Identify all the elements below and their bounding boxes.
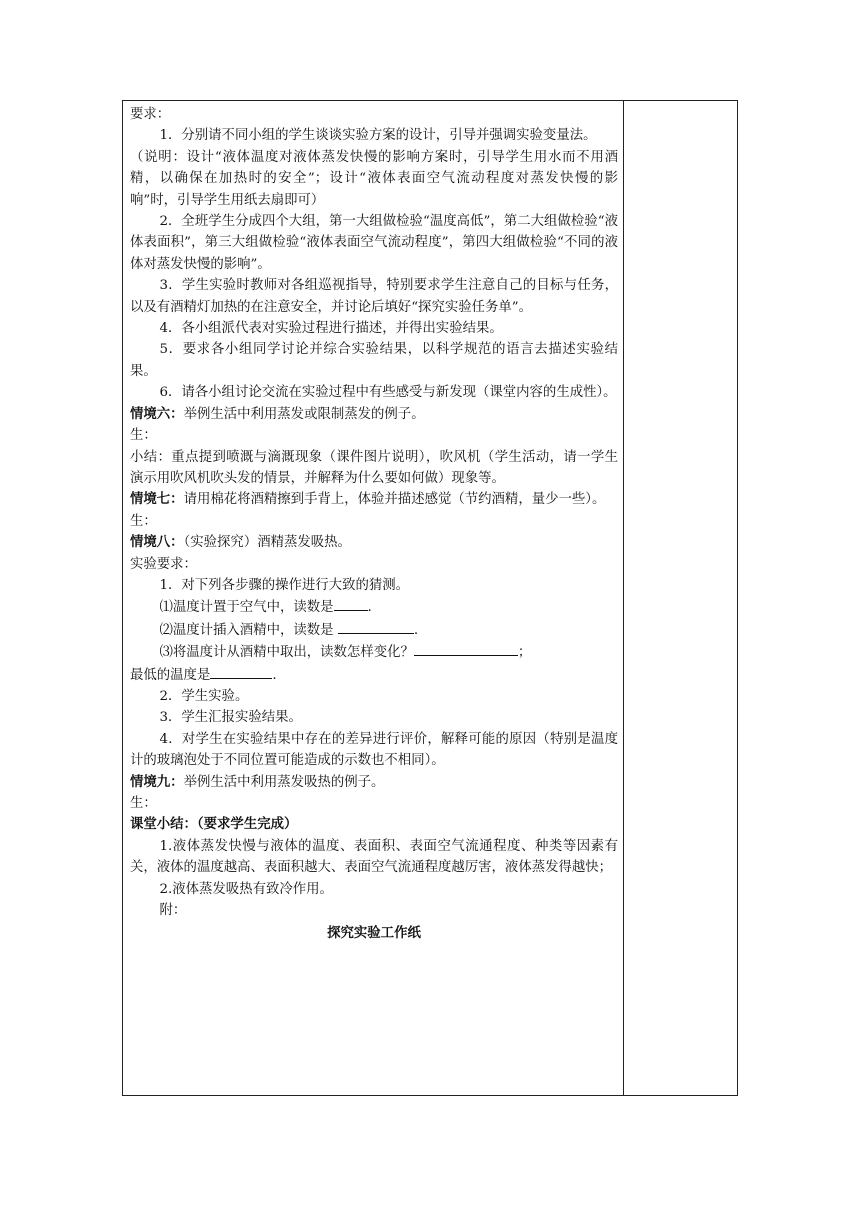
scenario-8-text: （实验探究）酒精蒸发吸热。 xyxy=(183,535,351,551)
class-summary-2: 2.液体蒸发吸热有致冷作用。 xyxy=(159,881,333,897)
scenario-8-label: 情境八： xyxy=(130,535,184,551)
summary-mid: 小结：重点提到喷溉与滴溉现象（课件图片说明），吹风机（学生活动，请一学生演示用吹风机吹头发的情景，并解释为什么要如何做）现象等。 xyxy=(130,449,618,486)
req-item-4: 4．各小组派代表对实验过程进行描述，并得出实验结果。 xyxy=(159,321,503,337)
exp-step-c-end: ； xyxy=(517,645,532,661)
answer-blank-1 xyxy=(334,596,368,611)
exp-step-c xyxy=(130,641,618,663)
experiment-requirements: 实验要求： xyxy=(130,556,197,572)
req-item-2: 2．全班学生分成四个大组，第一大组做检验“温度高低”，第二大组做检验“液体表面积”，第三大组做检验“液体表面空气流动程度”，第四大组做检验“不同的液体对蒸发快慢的影响”。 xyxy=(130,214,618,272)
exp-step-b-end: . xyxy=(413,622,419,638)
answer-blank-2 xyxy=(338,619,414,634)
scenario-7-label: 情境七： xyxy=(130,492,184,508)
scenario-8 xyxy=(130,532,618,553)
exp-step-d-end: . xyxy=(272,667,277,683)
exp-step-b xyxy=(130,619,618,641)
lesson-content xyxy=(130,104,618,945)
exp-item-2: 2．学生实验。 xyxy=(159,688,249,704)
student-line-3: 生： xyxy=(130,796,157,811)
requirements-heading: 要求： xyxy=(130,107,171,122)
worksheet-title: 探究实验工作纸 xyxy=(327,926,421,942)
exp-step-c-text: ⑶将温度计从酒精中取出，读数怎样变化？ xyxy=(159,645,414,661)
exp-step-d-text: 最低的温度是 xyxy=(130,667,211,683)
exp-step-b-text: ⑵温度计插入酒精中，读数是 xyxy=(159,622,338,638)
scenario-6-text: 举例生活中利用蒸发或限制蒸发的例子。 xyxy=(183,406,425,422)
scenario-9-text: 举例生活中利用蒸发吸热的例子。 xyxy=(183,774,385,790)
req-note: （说明：设计“液体温度对液体蒸发快慢的影响方案时，引导学生用水而不用酒精，以确保在加热时的安全”；设计“液体表面空气流动程度对蒸发快慢的影响”时，引导学生用纸去扇即可） xyxy=(130,149,618,208)
exp-step-a xyxy=(130,596,618,618)
answer-blank-4 xyxy=(210,664,272,679)
exp-item-1: 1．对下列各步骤的操作进行大致的猜测。 xyxy=(159,577,410,593)
scenario-6-label: 情境六： xyxy=(130,406,184,422)
answer-blank-3 xyxy=(414,641,518,656)
class-summary-1: 1.液体蒸发快慢与液体的温度、表面积、表面空气流通程度、种类等因素有关，液体的温度越高、表面积越大、表面空气流通程度越厉害，液体蒸发得越快； xyxy=(130,838,618,876)
exp-step-a-end: . xyxy=(367,600,372,616)
req-item-5: 5．要求各小组同学讨论并综合实验结果，以科学规范的语言去描述实验结果。 xyxy=(130,342,618,379)
scenario-9 xyxy=(130,772,618,793)
scenario-9-label: 情境九： xyxy=(130,774,184,790)
scenario-6 xyxy=(130,404,618,425)
scenario-7 xyxy=(130,489,618,510)
class-summary-heading: 课堂小结：（要求学生完成） xyxy=(130,817,298,833)
exp-step-d xyxy=(130,664,618,686)
exp-item-3: 3．学生汇报实验结果。 xyxy=(159,710,302,726)
appendix-label: 附： xyxy=(159,903,187,919)
student-line-2: 生： xyxy=(130,513,157,529)
exp-item-4: 4．对学生在实验结果中存在的差异进行评价，解释可能的原因（特别是温度计的玻璃泡处于不同位置可能造成的示数也不相同）。 xyxy=(130,731,618,769)
column-divider xyxy=(623,100,624,1096)
exp-step-a-text: ⑴温度计置于空气中，读数是 xyxy=(159,600,334,616)
scenario-7-text: 请用棉花将酒精擦到手背上，体验并描述感觉（节约酒精，量少一些）。 xyxy=(183,492,606,508)
req-item-3: 3．学生实验时教师对各组巡视指导，特别要求学生注意自己的目标与任务，以及有酒精灯加热的在注意安全，并讨论后填好“探究实验任务单”。 xyxy=(130,278,618,315)
req-item-6: 6．请各小组讨论交流在实验过程中有些感受与新发现（课堂内容的生成性）。 xyxy=(159,385,617,401)
req-item-1: 1．分别请不同小组的学生谈谈实验方案的设计，引导并强调实验变量法。 xyxy=(159,128,597,144)
student-line-1: 生： xyxy=(130,428,157,444)
